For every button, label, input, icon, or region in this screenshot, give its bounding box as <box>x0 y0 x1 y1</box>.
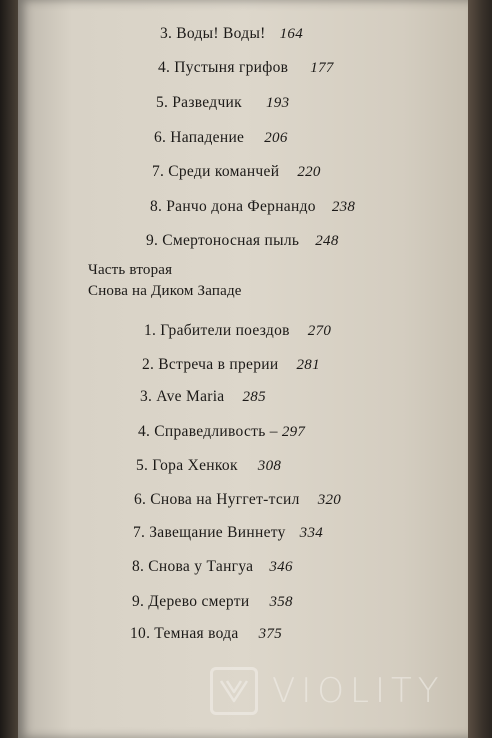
entry-page: 346 <box>269 559 293 575</box>
entry-title: Гора Хенкок <box>152 457 238 474</box>
entry-title: Снова на Нуггет-тсил <box>150 491 300 508</box>
part-title: Снова на Диком Западе <box>88 283 242 299</box>
entry-page: 320 <box>317 492 342 508</box>
entry-title: Снова у Тангуа <box>148 558 254 575</box>
part-label: Часть вторая <box>88 262 173 278</box>
entry-title: Встреча в прерии <box>158 356 279 373</box>
entry-number: 5. <box>156 94 169 111</box>
entry-title: Справедливость – <box>154 423 278 440</box>
entry-number: 8. <box>132 558 145 575</box>
entry-title: Темная вода <box>154 625 239 642</box>
toc-entry <box>132 558 293 576</box>
entry-number: 2. <box>142 356 155 373</box>
page-edge <box>468 0 492 738</box>
toc-entry <box>146 232 339 250</box>
toc-entry <box>136 457 281 475</box>
entry-title: Завещание Виннету <box>149 524 286 541</box>
entry-page: 206 <box>264 130 288 146</box>
entry-page: 248 <box>315 233 339 249</box>
entry-title: Разведчик <box>172 94 242 111</box>
entry-page: 281 <box>296 357 320 373</box>
toc-entry <box>150 198 355 216</box>
entry-title: Дерево смерти <box>148 593 250 610</box>
entry-number: 7. <box>133 524 146 541</box>
entry-page: 297 <box>281 424 306 440</box>
entry-number: 1. <box>144 322 157 339</box>
entry-page: 334 <box>299 525 324 541</box>
entry-number: 7. <box>152 163 165 180</box>
book-spine-shadow <box>0 0 18 738</box>
entry-number: 5. <box>136 457 149 474</box>
toc-entry <box>140 388 266 406</box>
toc-entry <box>154 129 288 147</box>
watermark <box>210 665 480 717</box>
watermark-text: VIOLITY <box>272 671 445 711</box>
entry-number: 4. <box>158 59 171 76</box>
entry-title: Нападение <box>170 129 245 146</box>
entry-title: Ранчо дона Фернандо <box>166 198 316 215</box>
violity-logo-icon <box>210 667 258 715</box>
entry-title: Смертоносная пыль <box>162 232 300 249</box>
toc-entry <box>133 524 323 542</box>
entry-page: 164 <box>279 26 304 42</box>
entry-number: 9. <box>132 593 145 610</box>
entry-title: Среди команчей <box>168 163 280 180</box>
entry-page: 285 <box>242 389 266 405</box>
entry-number: 10. <box>130 625 151 642</box>
entry-number: 8. <box>150 198 163 215</box>
toc-entry <box>144 322 331 340</box>
entry-page: 193 <box>265 95 290 111</box>
entry-page: 177 <box>310 60 334 76</box>
toc-entry <box>156 94 289 112</box>
toc-entry <box>138 423 305 441</box>
entry-page: 308 <box>257 458 282 474</box>
entry-page: 270 <box>307 323 332 339</box>
toc-entry <box>160 25 303 43</box>
entry-page: 220 <box>297 164 321 180</box>
toc-entry <box>158 59 334 77</box>
toc-entry <box>130 625 282 643</box>
entry-number: 3. <box>160 25 173 42</box>
entry-title: Воды! Воды! <box>176 25 266 42</box>
entry-number: 6. <box>154 129 167 146</box>
entry-title: Грабители поездов <box>160 322 290 339</box>
entry-number: 4. <box>138 423 151 440</box>
entry-title: Пустыня грифов <box>174 59 289 76</box>
toc-entry <box>132 593 293 611</box>
entry-number: 9. <box>146 232 159 249</box>
entry-number: 3. <box>140 388 153 405</box>
toc-entry <box>134 491 341 509</box>
toc-entry <box>142 356 320 374</box>
entry-page: 375 <box>258 626 283 642</box>
entry-page: 358 <box>269 594 293 610</box>
toc-entry <box>152 163 321 181</box>
entry-number: 6. <box>134 491 147 508</box>
entry-title: Ave Maria <box>156 388 225 405</box>
entry-page: 238 <box>331 199 356 215</box>
